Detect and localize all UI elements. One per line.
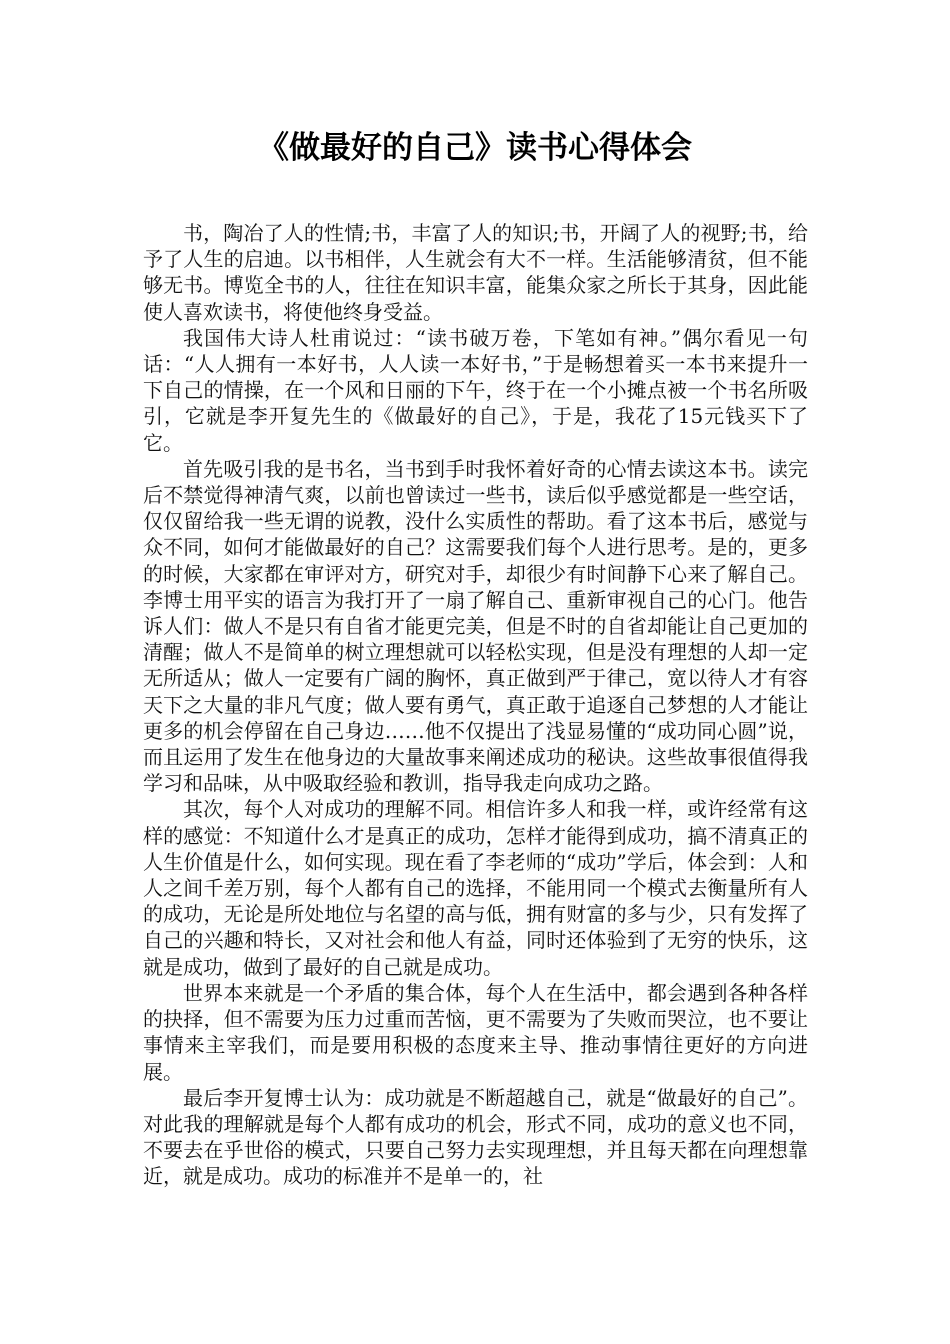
paragraph-3: 首先吸引我的是书名，当书到手时我怀着好奇的心情去读这本书。读完后不禁觉得神清气爽，以前也曾读过一些书，读后似乎感觉都是一些空话，仅仅留给我一些无谓的说教，没什么实质性的帮助。看了这本书后，感觉与众不同，如何才能做最好的自己？这需要我们每个人进行思考。是的，更多的时候，大家都在审评对方，研究对手，却很少有时间静下心来了解自己。李博士用平实的语言为我打开了一扇了解自己、重新审视自己的心门。他告诉人们：做人不是只有自省才能更完美，但是不时的自省却能让自己更加的清醒；做人不是简单的树立理想就可以轻松实现，但是没有理想的人却一定无所适从；做人一定要有广阔的胸怀，真正做到严于律己，宽以待人才有容天下之大量的非凡气度；做人要有勇气，真正敢于追逐自己梦想的人才能让更多的机会停留在自己身边……他不仅提出了浅显易懂的“成功同心圆”说，而且运用了发生在他身边的大量故事来阐述成功的秘诀。这些故事很值得我学习和品味，从中吸取经验和教训，指导我走向成功之路。 [143,456,808,796]
document-body [143,220,808,1190]
paragraph-4: 其次，每个人对成功的理解不同。相信许多人和我一样，或许经常有这样的感觉：不知道什么才是真正的成功，怎样才能得到成功，搞不清真正的人生价值是什么，如何实现。现在看了李老师的“成功”学后，体会到：人和人之间千差万别，每个人都有自己的选择，不能用同一个模式去衡量所有人的成功，无论是所处地位与名望的高与低，拥有财富的多与少，只有发挥了自己的兴趣和特长，又对社会和他人有益，同时还体验到了无穷的快乐，这就是成功，做到了最好的自己就是成功。 [143,797,808,979]
paragraph-1: 书，陶冶了人的性情;书，丰富了人的知识;书，开阔了人的视野;书，给予了人生的启迪。以书相伴，人生就会有大不一样。生活能够清贫，但不能够无书。博览全书的人，往往在知识丰富，能集众家之所长于其身，因此能使人喜欢读书，将使他终身受益。 [143,221,808,324]
paragraph-5: 世界本来就是一个矛盾的集合体，每个人在生活中，都会遇到各种各样的抉择，但不需要为压力过重而苦恼，更不需要为了失败而哭泣，也不要让事情来主宰我们，而是要用积极的态度来主导、推动事情往更好的方向进展。 [143,980,808,1084]
paragraph-2: 我国伟大诗人杜甫说过：“读书破万卷，下笔如有神。”偶尔看见一句话：“人人拥有一本好书，人人读一本好书，”于是畅想着买一本书来提升一下自己的情操，在一个风和日丽的下午，终于在一个小摊点被一个书名所吸引，它就是李开复先生的《做最好的自己》，于是，我花了15元钱买下了它。 [143,325,808,455]
paragraph-6: 最后李开复博士认为：成功就是不断超越自己，就是“做最好的自己”。对此我的理解就是每个人都有成功的机会，形式不同，成功的意义也不同，不要去在乎世俗的模式，只要自己努力去实现理想，并且每天都在向理想靠近，就是成功。成功的标准并不是单一的，社 [143,1085,808,1189]
document-title: 《做最好的自己》读书心得体会 [258,130,692,166]
